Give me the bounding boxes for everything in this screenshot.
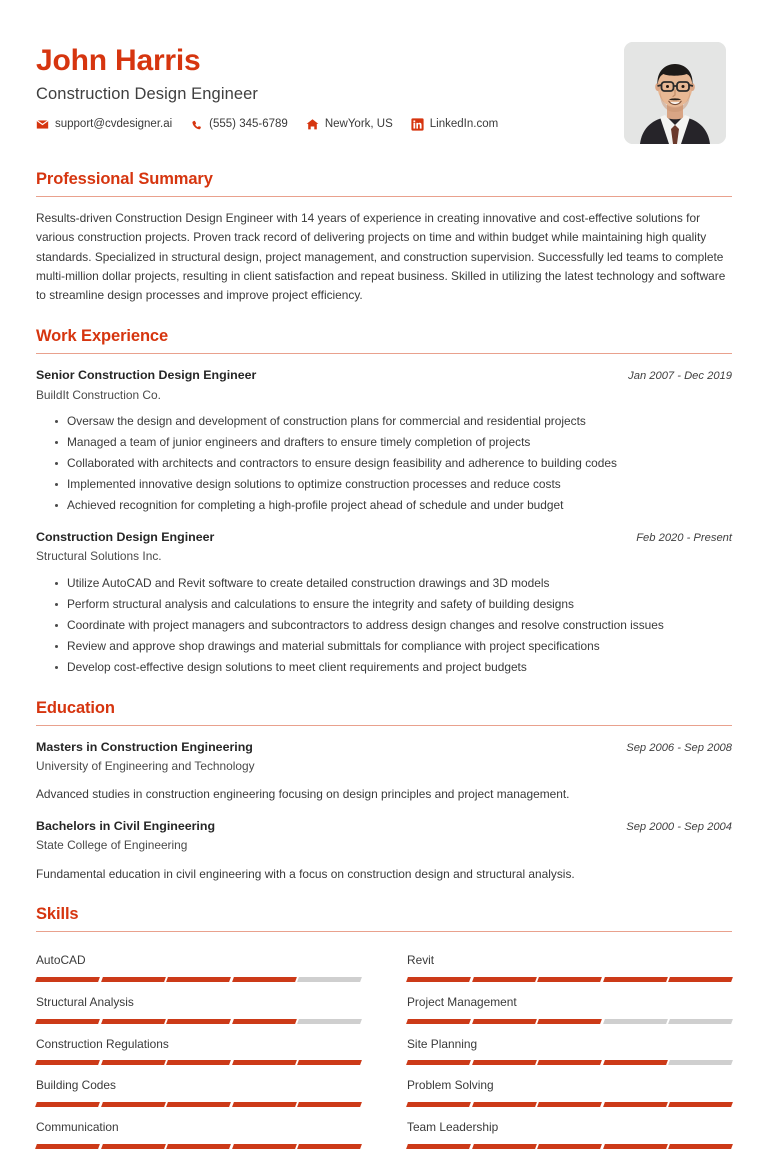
skill-level-segment [297,1060,361,1065]
education-entry-org: University of Engineering and Technology [36,758,255,773]
skill-level-segment [668,1019,732,1024]
skill-level-segment [472,1060,536,1065]
skill-level-segment [537,1144,601,1149]
contact-linkedin[interactable] [411,118,498,131]
work-entry-org: BuildIt Construction Co. [36,387,161,402]
skill-level-segment [35,1019,99,1024]
skill-name: AutoCAD [36,953,86,968]
skill-name: Site Planning [407,1036,478,1051]
skill-level-segment [668,1060,732,1065]
skill-level-segment [406,1060,470,1065]
skill-level-segment [537,1102,601,1107]
education-entry-head [36,818,732,835]
skill-level-segment [166,1060,230,1065]
skill-name: Communication [36,1119,119,1134]
skill-level-segment [232,1102,296,1107]
section-divider [36,931,732,932]
resume-header [36,38,732,144]
list-item: Oversaw the design and development of construction plans for commercial and residential projects [55,412,732,431]
section-divider [36,353,732,354]
header-text-block [36,38,624,131]
skill-level-segment [297,1019,361,1024]
work-entry-org: Structural Solutions Inc. [36,549,162,564]
list-item: Implemented innovative design solutions to optimize construction processes and reduce costs [55,475,732,494]
section-professional-summary [36,170,732,305]
skill-item [407,1027,732,1069]
skill-level-segment [232,1060,296,1065]
skill-level-segment [166,1019,230,1024]
avatar [624,42,726,144]
skill-level-segment [166,1144,230,1149]
skills-grid [36,943,732,1151]
contact-location[interactable] [306,118,393,131]
skill-level-bar [36,977,361,982]
contact-phone-label: (555) 345-6789 [209,118,288,131]
contact-email-label: support@cvdesigner.ai [55,118,173,131]
skill-level-segment [101,1102,165,1107]
page-title: John Harris [36,44,201,77]
skill-level-segment [603,1144,667,1149]
skill-level-segment [472,1144,536,1149]
skill-level-segment [101,1060,165,1065]
skill-item [407,985,732,1027]
phone-icon [190,118,203,131]
section-skills [36,905,732,1151]
skill-item [407,1068,732,1110]
skill-item [36,1068,361,1110]
skill-level-segment [166,1102,230,1107]
section-work-experience [36,327,732,676]
skill-level-segment [232,977,296,982]
education-entry-head [36,739,732,756]
contact-phone[interactable] [190,118,288,131]
skill-item [407,1110,732,1152]
work-entry-bullets [36,574,732,677]
skill-level-segment [101,1019,165,1024]
skill-level-segment [668,977,732,982]
skill-level-segment [35,1144,99,1149]
contact-linkedin-label: LinkedIn.com [429,118,499,131]
skill-level-segment [603,1019,667,1024]
skill-level-segment [603,977,667,982]
skill-level-bar [407,1019,732,1024]
education-entry-title: Bachelors in Civil Engineering [36,818,216,833]
section-divider [36,196,732,197]
skill-level-bar [36,1060,361,1065]
education-entry-date: Sep 2006 - Sep 2008 [626,741,732,754]
skill-level-segment [406,1102,470,1107]
skill-level-segment [537,1060,601,1065]
skill-level-segment [35,1060,99,1065]
skill-level-segment [101,1144,165,1149]
skill-level-segment [232,1144,296,1149]
education-entry-description: Advanced studies in construction engineering focusing on design principles and project management. [36,787,570,802]
skill-level-segment [297,1102,361,1107]
work-entry-title: Senior Construction Design Engineer [36,368,257,383]
contact-email[interactable] [36,118,172,131]
list-item: Coordinate with project managers and subcontractors to address design changes and resolve construction issues [55,616,732,635]
skill-level-segment [232,1019,296,1024]
work-entry-date: Feb 2020 - Present [636,531,732,544]
skill-name: Project Management [407,994,517,1009]
skill-level-bar [407,1144,732,1149]
envelope-icon [36,118,49,131]
skill-level-segment [297,977,361,982]
skill-level-segment [406,1019,470,1024]
skill-level-segment [472,1102,536,1107]
education-entry [36,818,732,883]
list-item: Utilize AutoCAD and Revit software to create detailed construction drawings and 3D models [55,574,732,593]
skill-name: Structural Analysis [36,994,134,1009]
section-title-summary: Professional Summary [36,170,213,188]
skill-level-bar [36,1019,361,1024]
skill-level-segment [603,1060,667,1065]
work-entry-bullets [36,412,732,515]
education-entry-org: State College of Engineering [36,838,188,852]
work-entry [36,529,732,677]
skill-name: Team Leadership [407,1119,499,1134]
list-item: Perform structural analysis and calculations to ensure the integrity and safety of building designs [55,595,732,614]
skill-level-segment [603,1102,667,1107]
skill-level-segment [297,1144,361,1149]
skill-level-segment [101,977,165,982]
work-entry-head [36,367,732,384]
skill-level-segment [668,1102,732,1107]
skill-item [36,943,361,985]
skill-level-bar [36,1144,361,1149]
skill-name: Revit [407,953,435,968]
skill-level-bar [407,977,732,982]
section-education [36,699,732,884]
skill-level-segment [35,977,99,982]
skill-name: Building Codes [36,1078,116,1093]
list-item: Review and approve shop drawings and material submittals for compliance with project specifications [55,637,732,656]
skill-level-segment [537,1019,601,1024]
list-item: Managed a team of junior engineers and drafters to ensure timely completion of projects [55,433,732,452]
list-item: Collaborated with architects and contractors to ensure design feasibility and adherence to building codes [55,454,732,473]
skill-item [36,985,361,1027]
skill-item [407,943,732,985]
job-title: Construction Design Engineer [36,84,259,103]
work-entry [36,367,732,515]
skill-name: Construction Regulations [36,1036,169,1051]
section-title-work: Work Experience [36,327,169,346]
work-entry-title: Construction Design Engineer [36,529,215,544]
work-entry-head [36,529,732,546]
section-title-skills: Skills [36,905,79,924]
education-entry-date: Sep 2000 - Sep 2004 [626,820,732,833]
skill-level-segment [668,1144,732,1149]
skill-level-segment [406,1144,470,1149]
skill-level-bar [36,1102,361,1107]
skill-item [36,1027,361,1069]
contact-row [36,118,624,131]
home-icon [306,118,319,131]
list-item: Achieved recognition for completing a high-profile project ahead of schedule and under budget [55,496,732,515]
skill-level-segment [166,977,230,982]
skill-item [36,1110,361,1152]
linkedin-icon [411,118,424,131]
education-entry-description: Fundamental education in civil engineering with a focus on construction design and structural analysis. [36,866,575,881]
section-title-education: Education [36,698,115,717]
contact-location-label: NewYork, US [324,118,393,131]
skill-name: Problem Solving [407,1078,494,1093]
skill-level-segment [537,977,601,982]
skill-level-bar [407,1060,732,1065]
education-entry-title: Masters in Construction Engineering [36,739,253,754]
education-entry [36,739,732,804]
skill-level-segment [406,977,470,982]
summary-text: Results-driven Construction Design Engineer with 14 years of experience in creating innovative and cost-effective solutions for various construction projects. Proven track record of delivering projects on time and within budget while maintaining high quality standards. Specialized in structural design, project management, and construction supervision. Successfully led teams to complete multi-million dollar projects, resulting in client satisfaction and repeat business. Skilled in utilizing the latest technology and software to streamline design processes and improve project efficiency. [36,211,726,303]
skill-level-segment [472,977,536,982]
skill-level-segment [35,1102,99,1107]
skill-level-bar [407,1102,732,1107]
section-divider [36,725,732,726]
skill-level-segment [472,1019,536,1024]
list-item: Develop cost-effective design solutions to meet client requirements and project budgets [55,658,732,677]
work-entry-date: Jan 2007 - Dec 2019 [628,370,732,383]
